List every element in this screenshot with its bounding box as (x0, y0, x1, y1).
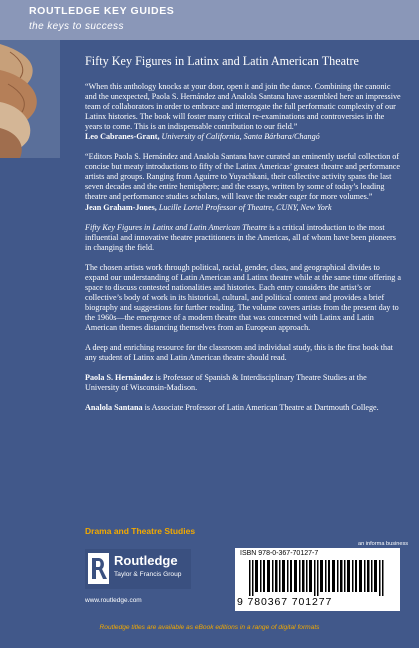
barcode-number: 9 780367 701277 (237, 596, 333, 608)
barcode-icon (249, 560, 389, 596)
barcode-panel (235, 548, 400, 611)
editor-bio (85, 373, 402, 393)
endorser-affiliation: University of California, Santa Bárbara/Changó (161, 132, 320, 142)
editor-name: Analola Santana (85, 403, 143, 413)
endorser-name: Jean Graham-Jones (85, 202, 155, 212)
publisher-website[interactable]: www.routledge.com (85, 597, 142, 604)
endorsement-quote: “Editors Paola S. Hernández and Analola Santana have curated an eminently useful collection of concise but meaty introductions to fifty of the Latinx Americas’ greatest theatre and performance artists and groups. Ranging from Aguirre to Yuyachkani, their collective activity spans the last seven decades and the entire hemisphere; and the essays, written by some of today’s leading theatre and performance studies scholars, will leave the reader eager for more volumes.” (85, 152, 401, 202)
endorser-affiliation: Lucille Lortel Professor of Theatre, CUNY, New York (158, 202, 332, 212)
subject-category: Drama and Theatre Studies (85, 526, 196, 536)
editor-bio (85, 403, 402, 413)
endorsement-attribution: Leo Cabranes-Grant, University of California, Santa Bárbara/Changó (85, 132, 320, 142)
editor-name: Paola S. Hernández (85, 373, 154, 383)
description-intro-rest: is a critical introduction to the most influential and innovative theatre practitioners in the Americas, all of whom have been pioneers in changing the field. (85, 222, 396, 252)
routledge-logo-icon (88, 553, 109, 584)
isbn-label: ISBN 978-0-367-70127-7 (240, 550, 319, 557)
editor-bio-text: is Associate Professor of Latin American Theatre at Dartmouth College. (142, 403, 379, 413)
description-paragraph: A deep and enriching resource for the classroom and individual study, this is the first book that any student of Latinx and Latin American theatre should read. (85, 343, 393, 363)
description-title: Fifty Key Figures in Latinx and Latin American Theatre (85, 222, 268, 232)
publisher-name: Routledge (114, 553, 178, 568)
series-tagline: the keys to success (29, 21, 124, 32)
back-cover-text (85, 82, 402, 413)
endorsement-quote: “When this anthology knocks at your door, open it and join the dance. Combining the canonic and the unexpected, Paola S. Hernández and Analola Santana have assembled here an impressive team of collaborators in order to embrace and interrogate the full performatic complexity of our Latinx histories. The book will foster many critical re-examinations and controversies in the years to come. This is an indispensable contribution to our field.” (85, 82, 401, 132)
informa-business: an informa business (358, 541, 409, 547)
description-paragraph: The chosen artists work through political, racial, gender, class, and geographical divides to expand our understanding of Latin American and Latinx theatre while at the same time offering a space to discuss contested nationalities and histories. Each entry considers the artist’s or collective’s body of work in its historical, cultural, and political context and provides a brief biography and suggestions for further reading. The volume covers artists from the present day to the 1960s—the emergence of a modern theatre that was concerned with Latinx and Latin American themes distancing themselves from an European approach. (85, 262, 401, 332)
endorsement-attribution: Jean Graham-Jones, Lucille Lortel Professor of Theatre, CUNY, New York (85, 202, 332, 212)
endorser-name: Leo Cabranes-Grant (85, 132, 158, 142)
series-name: ROUTLEDGE KEY GUIDES (29, 5, 175, 17)
book-title: Fifty Key Figures in Latinx and Latin American Theatre (85, 54, 359, 68)
editor-bio-text: is Professor of Spanish & Interdisciplinary Theatre Studies at the University of Wisconsin-Madison. (85, 373, 367, 393)
petal-art-icon (0, 40, 60, 158)
series-header (0, 0, 419, 40)
ebook-notice: Routledge titles are available as eBook editions in a range of digital formats (99, 624, 320, 631)
description-intro (85, 223, 402, 253)
publisher-group: Taylor & Francis Group (114, 571, 182, 578)
